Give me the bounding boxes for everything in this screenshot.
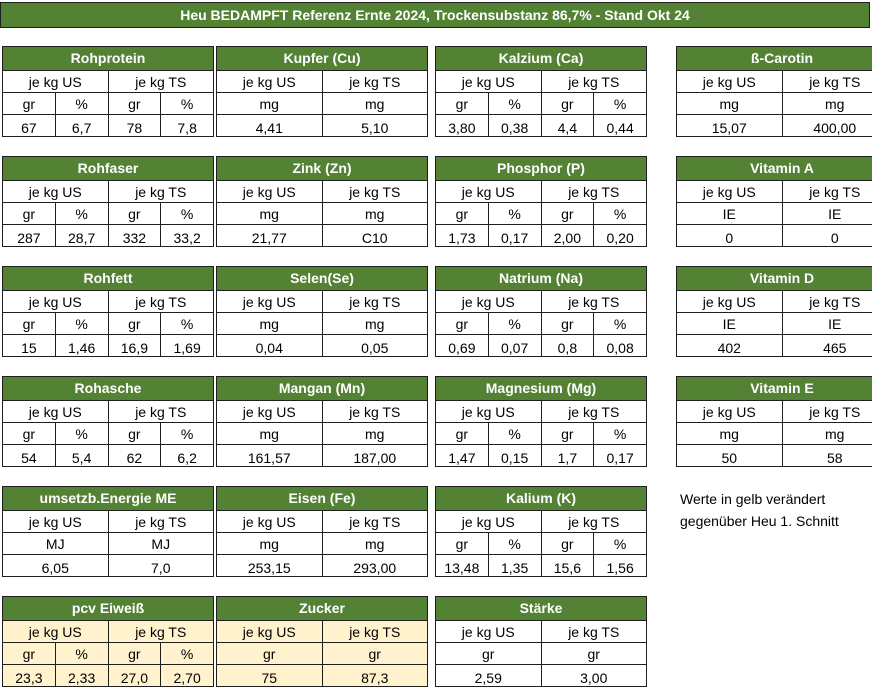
column-header: je kg TS: [323, 511, 428, 532]
value-row: [217, 665, 427, 686]
unit-row: [436, 203, 646, 225]
header-row: [217, 511, 427, 533]
column-header: je kg US: [436, 511, 542, 532]
unit-cell: MJ: [109, 533, 214, 554]
header-row: [677, 291, 872, 313]
column-header: je kg TS: [783, 291, 872, 312]
value-cell: 253,15: [217, 555, 323, 576]
value-cell: 4,4: [542, 115, 595, 136]
note-line: gegenüber Heu 1. Schnitt: [680, 510, 839, 532]
column-header: je kg US: [3, 291, 109, 312]
table-rohfett: [2, 266, 214, 357]
header-row: [3, 181, 213, 203]
unit-cell: %: [56, 643, 109, 664]
value-row: [436, 555, 646, 576]
unit-cell: %: [161, 313, 213, 334]
value-cell: 0,44: [594, 115, 646, 136]
value-cell: 7,0: [109, 555, 214, 576]
value-cell: 0,04: [217, 335, 323, 356]
column-header: je kg US: [677, 71, 783, 92]
table-title: umsetzb.Energie ME: [3, 487, 213, 511]
value-row: [436, 225, 646, 246]
value-cell: 1,73: [436, 225, 489, 246]
unit-row: [3, 203, 213, 225]
unit-cell: %: [489, 93, 542, 114]
value-row: [677, 115, 872, 136]
column-header: je kg TS: [323, 401, 428, 422]
unit-row: [217, 643, 427, 665]
unit-cell: gr: [109, 313, 162, 334]
value-cell: 2,59: [436, 665, 542, 686]
unit-cell: gr: [109, 643, 162, 664]
column-header: je kg TS: [323, 181, 428, 202]
column-header: je kg US: [3, 401, 109, 422]
unit-row: [217, 93, 427, 115]
unit-row: [217, 423, 427, 445]
unit-cell: %: [489, 313, 542, 334]
unit-row: [3, 93, 213, 115]
table-title: Rohfett: [3, 267, 213, 291]
unit-row: [677, 313, 872, 335]
value-cell: 1,47: [436, 445, 489, 466]
value-row: [217, 225, 427, 246]
column-header: je kg TS: [323, 71, 428, 92]
unit-row: [677, 203, 872, 225]
header-row: [436, 291, 646, 313]
column-header: je kg US: [436, 181, 542, 202]
value-cell: 1,7: [542, 445, 595, 466]
table-title: Eisen (Fe): [217, 487, 427, 511]
table-title: Vitamin D: [677, 267, 872, 291]
unit-row: [436, 533, 646, 555]
value-cell: 1,46: [56, 335, 109, 356]
unit-cell: gr: [109, 423, 162, 444]
unit-cell: IE: [677, 313, 783, 334]
unit-cell: mg: [217, 533, 323, 554]
table-kalzium: [435, 46, 647, 137]
unit-cell: %: [489, 533, 542, 554]
unit-cell: %: [56, 313, 109, 334]
unit-cell: gr: [542, 203, 595, 224]
column-header: je kg TS: [109, 181, 214, 202]
column-header: je kg TS: [542, 71, 647, 92]
column-header: je kg US: [677, 291, 783, 312]
table-rohfaser: [2, 156, 214, 247]
unit-cell: gr: [436, 533, 489, 554]
unit-cell: %: [489, 423, 542, 444]
value-cell: 33,2: [161, 225, 213, 246]
table-title: Phosphor (P): [436, 157, 646, 181]
header-row: [436, 621, 646, 643]
unit-cell: %: [161, 643, 213, 664]
unit-row: [3, 313, 213, 335]
table-title: ß-Carotin: [677, 47, 872, 71]
table-title: Magnesium (Mg): [436, 377, 646, 401]
value-cell: 287: [3, 225, 56, 246]
unit-cell: mg: [783, 93, 872, 114]
table-title: Rohfaser: [3, 157, 213, 181]
table-title: Mangan (Mn): [217, 377, 427, 401]
unit-cell: gr: [436, 203, 489, 224]
unit-cell: gr: [542, 93, 595, 114]
table-title: Zink (Zn): [217, 157, 427, 181]
value-cell: 5,10: [323, 115, 428, 136]
table-title: Selen(Se): [217, 267, 427, 291]
unit-cell: mg: [323, 93, 428, 114]
value-cell: 402: [677, 335, 783, 356]
value-cell: 21,77: [217, 225, 323, 246]
unit-cell: %: [594, 313, 646, 334]
value-cell: 6,05: [3, 555, 109, 576]
unit-row: [3, 643, 213, 665]
header-row: [217, 181, 427, 203]
unit-cell: %: [161, 423, 213, 444]
value-cell: 0,69: [436, 335, 489, 356]
table-selen: [216, 266, 428, 357]
column-header: je kg TS: [783, 181, 872, 202]
value-row: [3, 665, 213, 686]
value-row: [3, 445, 213, 466]
table-title: pcv Eiweiß: [3, 597, 213, 621]
unit-cell: gr: [542, 643, 647, 664]
column-header: je kg US: [3, 511, 109, 532]
column-header: je kg TS: [323, 291, 428, 312]
column-header: je kg US: [217, 621, 323, 642]
table-vitamin-d: [676, 266, 872, 357]
value-row: [677, 445, 872, 466]
unit-cell: %: [594, 533, 646, 554]
value-cell: 400,00: [783, 115, 872, 136]
column-header: je kg US: [677, 401, 783, 422]
unit-cell: gr: [3, 93, 56, 114]
unit-cell: IE: [677, 203, 783, 224]
unit-cell: gr: [323, 643, 428, 664]
unit-row: [677, 93, 872, 115]
value-cell: 6,2: [161, 445, 213, 466]
table-title: Kalzium (Ca): [436, 47, 646, 71]
table-zucker: [216, 596, 428, 687]
unit-row: [217, 533, 427, 555]
table-natrium: [435, 266, 647, 357]
value-cell: 3,00: [542, 665, 647, 686]
column-header: je kg US: [3, 621, 109, 642]
header-row: [436, 71, 646, 93]
value-row: [3, 225, 213, 246]
value-cell: 1,35: [489, 555, 542, 576]
header-row: [3, 621, 213, 643]
column-header: je kg US: [436, 621, 542, 642]
value-cell: 0,17: [489, 225, 542, 246]
unit-cell: mg: [323, 533, 428, 554]
unit-cell: gr: [542, 533, 595, 554]
value-cell: 1,69: [161, 335, 213, 356]
unit-row: [436, 423, 646, 445]
unit-row: [677, 423, 872, 445]
value-cell: 161,57: [217, 445, 323, 466]
column-header: je kg US: [217, 291, 323, 312]
table-title: Zucker: [217, 597, 427, 621]
table-carotin: [676, 46, 872, 137]
column-header: je kg TS: [542, 621, 647, 642]
unit-row: [3, 533, 213, 555]
table-eisen: [216, 486, 428, 577]
value-cell: 0,38: [489, 115, 542, 136]
column-header: je kg TS: [109, 511, 214, 532]
unit-cell: %: [489, 203, 542, 224]
value-cell: 75: [217, 665, 323, 686]
table-title: Natrium (Na): [436, 267, 646, 291]
unit-row: [217, 313, 427, 335]
value-cell: 15: [3, 335, 56, 356]
header-row: [3, 511, 213, 533]
header-row: [677, 71, 872, 93]
table-title: Rohasche: [3, 377, 213, 401]
unit-row: [217, 203, 427, 225]
unit-row: [436, 313, 646, 335]
column-header: je kg TS: [109, 401, 214, 422]
value-cell: 2,70: [161, 665, 213, 686]
value-row: [436, 335, 646, 356]
value-cell: 0,07: [489, 335, 542, 356]
unit-cell: %: [56, 423, 109, 444]
value-cell: 23,3: [3, 665, 56, 686]
value-cell: 87,3: [323, 665, 428, 686]
value-cell: 0,20: [594, 225, 646, 246]
table-title: Kupfer (Cu): [217, 47, 427, 71]
value-cell: 50: [677, 445, 783, 466]
value-cell: 0,05: [323, 335, 428, 356]
table-title: Kalium (K): [436, 487, 646, 511]
value-cell: 13,48: [436, 555, 489, 576]
value-cell: 465: [783, 335, 872, 356]
header-row: [217, 401, 427, 423]
value-cell: 1,56: [594, 555, 646, 576]
value-cell: 15,6: [542, 555, 595, 576]
value-cell: 0: [783, 225, 872, 246]
unit-cell: IE: [783, 203, 872, 224]
value-cell: 6,7: [56, 115, 109, 136]
table-pcv-eiweiss: [2, 596, 214, 687]
value-cell: 15,07: [677, 115, 783, 136]
column-header: je kg TS: [542, 401, 647, 422]
header-row: [3, 291, 213, 313]
header-row: [436, 511, 646, 533]
table-kupfer: [216, 46, 428, 137]
value-cell: 58: [783, 445, 872, 466]
header-row: [436, 401, 646, 423]
value-cell: 3,80: [436, 115, 489, 136]
unit-cell: gr: [217, 643, 323, 664]
unit-cell: gr: [436, 423, 489, 444]
value-cell: 293,00: [323, 555, 428, 576]
unit-cell: gr: [436, 93, 489, 114]
value-cell: 27,0: [109, 665, 162, 686]
column-header: je kg TS: [783, 401, 872, 422]
unit-cell: mg: [677, 423, 783, 444]
column-header: je kg TS: [109, 621, 214, 642]
header-row: [3, 401, 213, 423]
unit-cell: mg: [323, 203, 428, 224]
header-row: [217, 291, 427, 313]
unit-cell: %: [594, 423, 646, 444]
unit-cell: %: [161, 203, 213, 224]
header-row: [677, 401, 872, 423]
value-cell: 62: [109, 445, 162, 466]
header-row: [677, 181, 872, 203]
value-row: [217, 555, 427, 576]
value-cell: 0,15: [489, 445, 542, 466]
unit-cell: mg: [783, 423, 872, 444]
value-row: [217, 335, 427, 356]
unit-cell: gr: [3, 203, 56, 224]
unit-cell: mg: [217, 93, 323, 114]
unit-cell: %: [56, 203, 109, 224]
column-header: je kg TS: [109, 71, 214, 92]
value-cell: 67: [3, 115, 56, 136]
value-cell: 7,8: [161, 115, 213, 136]
unit-cell: gr: [3, 423, 56, 444]
value-cell: 28,7: [56, 225, 109, 246]
table-energie: [2, 486, 214, 577]
value-cell: 78: [109, 115, 162, 136]
unit-cell: mg: [323, 313, 428, 334]
value-row: [677, 335, 872, 356]
value-cell: 332: [109, 225, 162, 246]
header-row: [217, 71, 427, 93]
unit-cell: IE: [783, 313, 872, 334]
table-title: Vitamin E: [677, 377, 872, 401]
unit-cell: gr: [436, 313, 489, 334]
value-row: [3, 555, 213, 576]
note-line: Werte in gelb verändert: [680, 488, 839, 510]
table-title: Rohprotein: [3, 47, 213, 71]
table-staerke: [435, 596, 647, 687]
header-row: [3, 71, 213, 93]
unit-row: [3, 423, 213, 445]
value-cell: 0,08: [594, 335, 646, 356]
column-header: je kg US: [3, 71, 109, 92]
column-header: je kg US: [677, 181, 783, 202]
column-header: je kg US: [3, 181, 109, 202]
unit-cell: gr: [109, 93, 162, 114]
column-header: je kg US: [436, 401, 542, 422]
value-cell: 0,17: [594, 445, 646, 466]
value-cell: 16,9: [109, 335, 162, 356]
column-header: je kg US: [217, 181, 323, 202]
value-row: [217, 115, 427, 136]
table-rohasche: [2, 376, 214, 467]
value-row: [3, 115, 213, 136]
value-cell: 5,4: [56, 445, 109, 466]
table-zink: [216, 156, 428, 247]
value-cell: 2,00: [542, 225, 595, 246]
column-header: je kg US: [436, 291, 542, 312]
value-row: [3, 335, 213, 356]
value-row: [436, 115, 646, 136]
value-cell: 187,00: [323, 445, 428, 466]
value-cell: C10: [323, 225, 428, 246]
header-row: [217, 621, 427, 643]
column-header: je kg TS: [542, 511, 647, 532]
unit-cell: %: [161, 93, 213, 114]
value-row: [436, 665, 646, 686]
value-cell: 0: [677, 225, 783, 246]
column-header: je kg US: [217, 401, 323, 422]
column-header: je kg TS: [109, 291, 214, 312]
unit-cell: gr: [542, 313, 595, 334]
unit-cell: mg: [677, 93, 783, 114]
unit-row: [436, 643, 646, 665]
unit-cell: %: [56, 93, 109, 114]
value-row: [436, 445, 646, 466]
unit-cell: mg: [217, 313, 323, 334]
unit-cell: gr: [109, 203, 162, 224]
column-header: je kg TS: [542, 181, 647, 202]
unit-cell: mg: [323, 423, 428, 444]
unit-row: [436, 93, 646, 115]
table-vitamin-e: [676, 376, 872, 467]
unit-cell: mg: [217, 423, 323, 444]
column-header: je kg US: [217, 71, 323, 92]
table-mangan: [216, 376, 428, 467]
unit-cell: gr: [3, 643, 56, 664]
column-header: je kg US: [436, 71, 542, 92]
note-text: [680, 488, 839, 532]
unit-cell: mg: [217, 203, 323, 224]
column-header: je kg TS: [323, 621, 428, 642]
value-cell: 54: [3, 445, 56, 466]
value-cell: 2,33: [56, 665, 109, 686]
table-title: Stärke: [436, 597, 646, 621]
value-row: [217, 445, 427, 466]
header-row: [436, 181, 646, 203]
value-cell: 0,8: [542, 335, 595, 356]
column-header: je kg US: [217, 511, 323, 532]
page-title: Heu BEDAMPFT Referenz Ernte 2024, Trockensubstanz 86,7% - Stand Okt 24: [0, 2, 870, 28]
table-vitamin-a: [676, 156, 872, 247]
column-header: je kg TS: [783, 71, 872, 92]
unit-cell: gr: [3, 313, 56, 334]
unit-cell: gr: [542, 423, 595, 444]
column-header: je kg TS: [542, 291, 647, 312]
unit-cell: %: [594, 93, 646, 114]
table-kalium: [435, 486, 647, 577]
table-rohprotein: [2, 46, 214, 137]
table-magnesium: [435, 376, 647, 467]
value-cell: 4,41: [217, 115, 323, 136]
unit-cell: MJ: [3, 533, 109, 554]
value-row: [677, 225, 872, 246]
unit-cell: gr: [436, 643, 542, 664]
unit-cell: %: [594, 203, 646, 224]
table-title: Vitamin A: [677, 157, 872, 181]
table-phosphor: [435, 156, 647, 247]
